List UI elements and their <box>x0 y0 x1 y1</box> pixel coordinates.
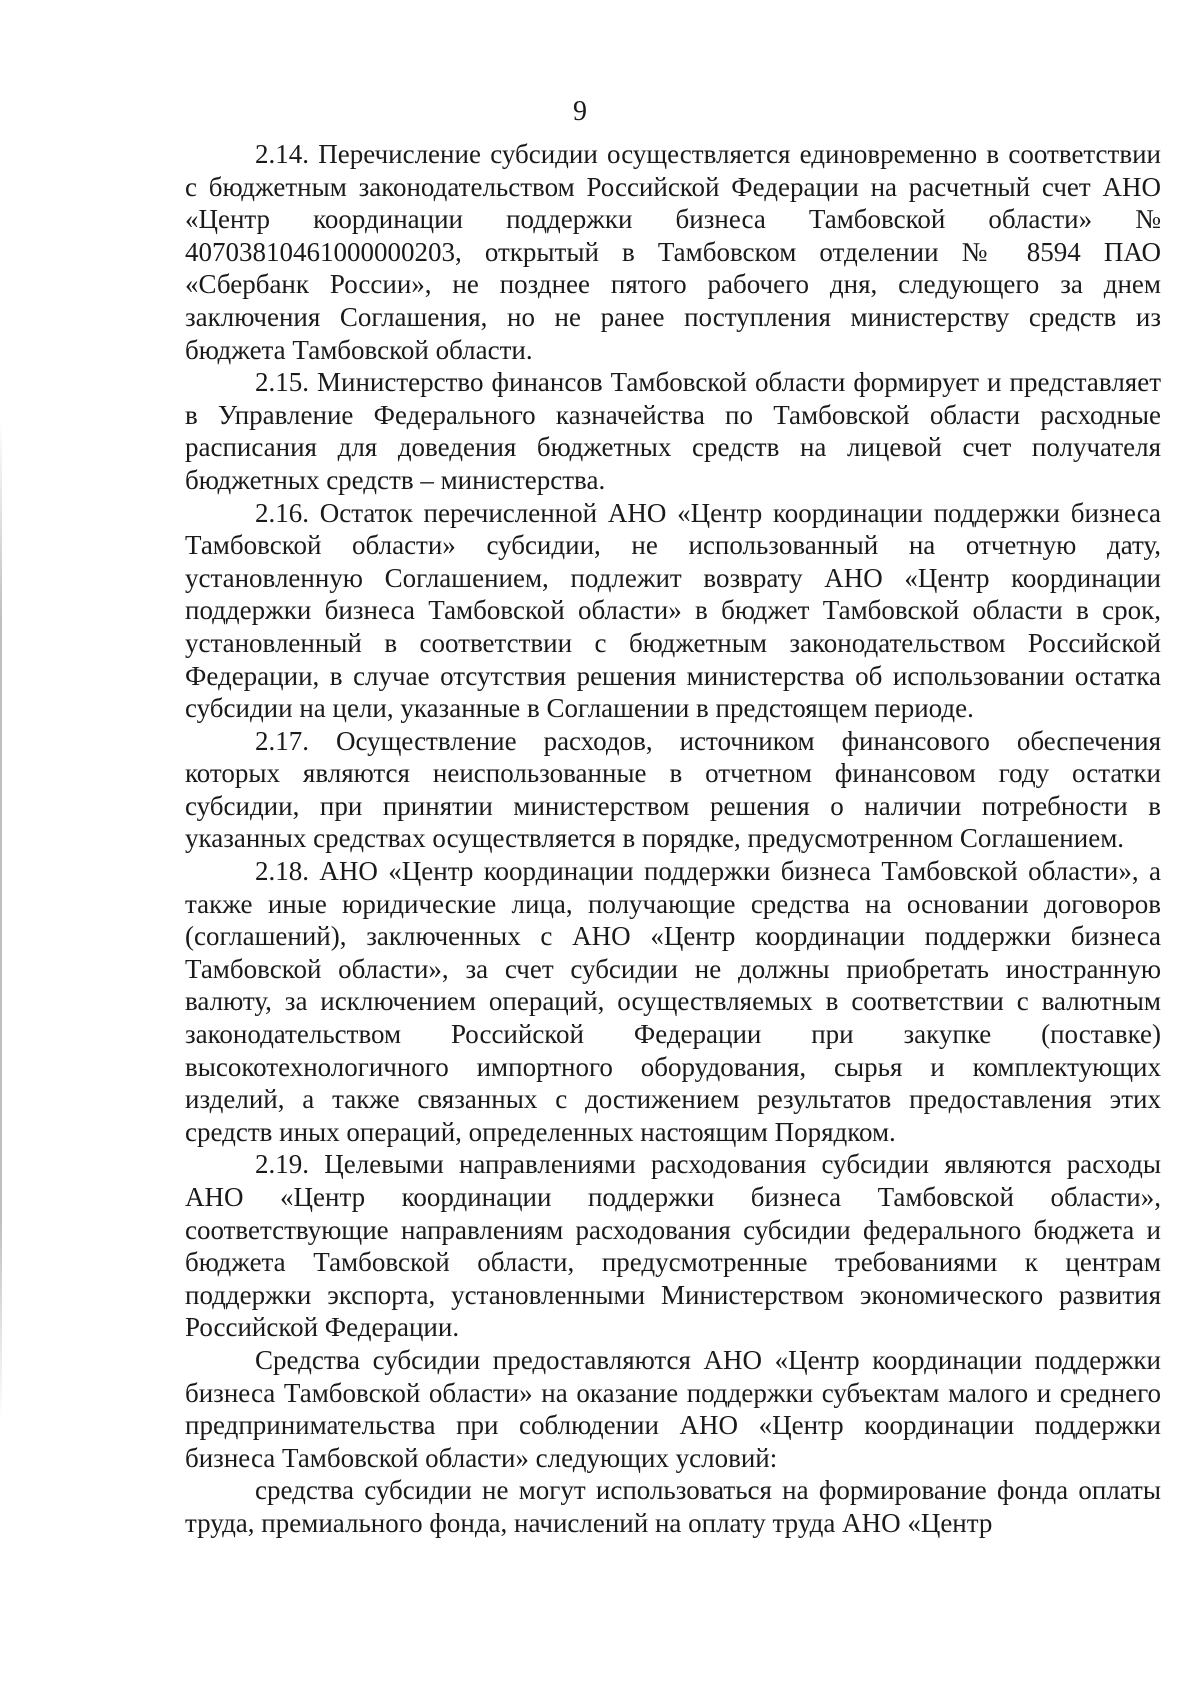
page-number: 9 <box>573 96 587 127</box>
paragraph-2-18: 2.18. АНО «Центр координации поддержки бизнеса Тамбовской области», а также иные юридические лица, получающие средства на основании договоров (соглашений), заключенных с АНО «Центр координации поддержки бизнеса Тамбовской области», за счет субсидии не должны приобретать иностранную валюту, за исключением операций, осуществляемых в соответствии с валютным законодательством Российской Федерации при закупке (поставке) высокотехнологичного импортного оборудования, сырья и комплектующих изделий, а также связанных с достижением результатов предоставления этих средств иных операций, определенных настоящим Порядком. <box>185 856 1161 1147</box>
paragraph-conditions-intro: Средства субсидии предоставляются АНО «Центр координации поддержки бизнеса Тамбовской области» на оказание поддержки субъектам малого и среднего предпринимательства при соблюдении АНО «Центр координации поддержки бизнеса Тамбовской области» следующих условий: <box>185 1344 1161 1473</box>
document-body <box>185 138 1161 1540</box>
paragraph-2-19: 2.19. Целевыми направлениями расходования субсидии являются расходы АНО «Центр координации поддержки бизнеса Тамбовской области», соответствующие направлениям расходования субсидии федерального бюджета и бюджета Тамбовской области, предусмотренные требованиями к центрам поддержки экспорта, установленными Министерством экономического развития Российской Федерации. <box>185 1149 1161 1343</box>
paragraph-2-15: 2.15. Министерство финансов Тамбовской области формирует и представляет в Управление Федерального казначейства по Тамбовской области расходные расписания для доведения бюджетных средств на лицевой счет получателя бюджетных средств – министерства. <box>185 367 1161 495</box>
scan-edge-shadow <box>0 420 2 1420</box>
paragraph-2-16: 2.16. Остаток перечисленной АНО «Центр координации поддержки бизнеса Тамбовской области» субсидии, не использованный на отчетную дату, установленную Соглашением, подлежит возврату АНО «Центр координации поддержки бизнеса Тамбовской области» в бюджет Тамбовской области в срок, установленный в соответствии с бюджетным законодательством Российской Федерации, в случае отсутствия решения министерства об использовании остатка субсидии на цели, указанные в Соглашении в предстоящем периоде. <box>185 497 1161 724</box>
paragraph-condition-1: средства субсидии не могут использоваться на формирование фонда оплаты труда, премиального фонда, начислений на оплату труда АНО «Центр <box>185 1475 1161 1538</box>
paragraph-2-17: 2.17. Осуществление расходов, источником финансового обеспечения которых являются неиспользованные в отчетном финансовом году остатки субсидии, при принятии министерством решения о наличии потребности в указанных средствах осуществляется в порядке, предусмотренном Соглашением. <box>185 725 1161 854</box>
paragraph-2-14: 2.14. Перечисление субсидии осуществляется единовременно в соответствии с бюджетным законодательством Российской Федерации на расчетный счет АНО «Центр координации поддержки бизнеса Тамбовской области» № 40703810461000000203, открытый в Тамбовском отделении № 8594 ПАО «Сбербанк России», не позднее пятого рабочего дня, следующего за днем заключения Соглашения, но не ранее поступления министерству средств из бюджета Тамбовской области. <box>185 139 1161 365</box>
